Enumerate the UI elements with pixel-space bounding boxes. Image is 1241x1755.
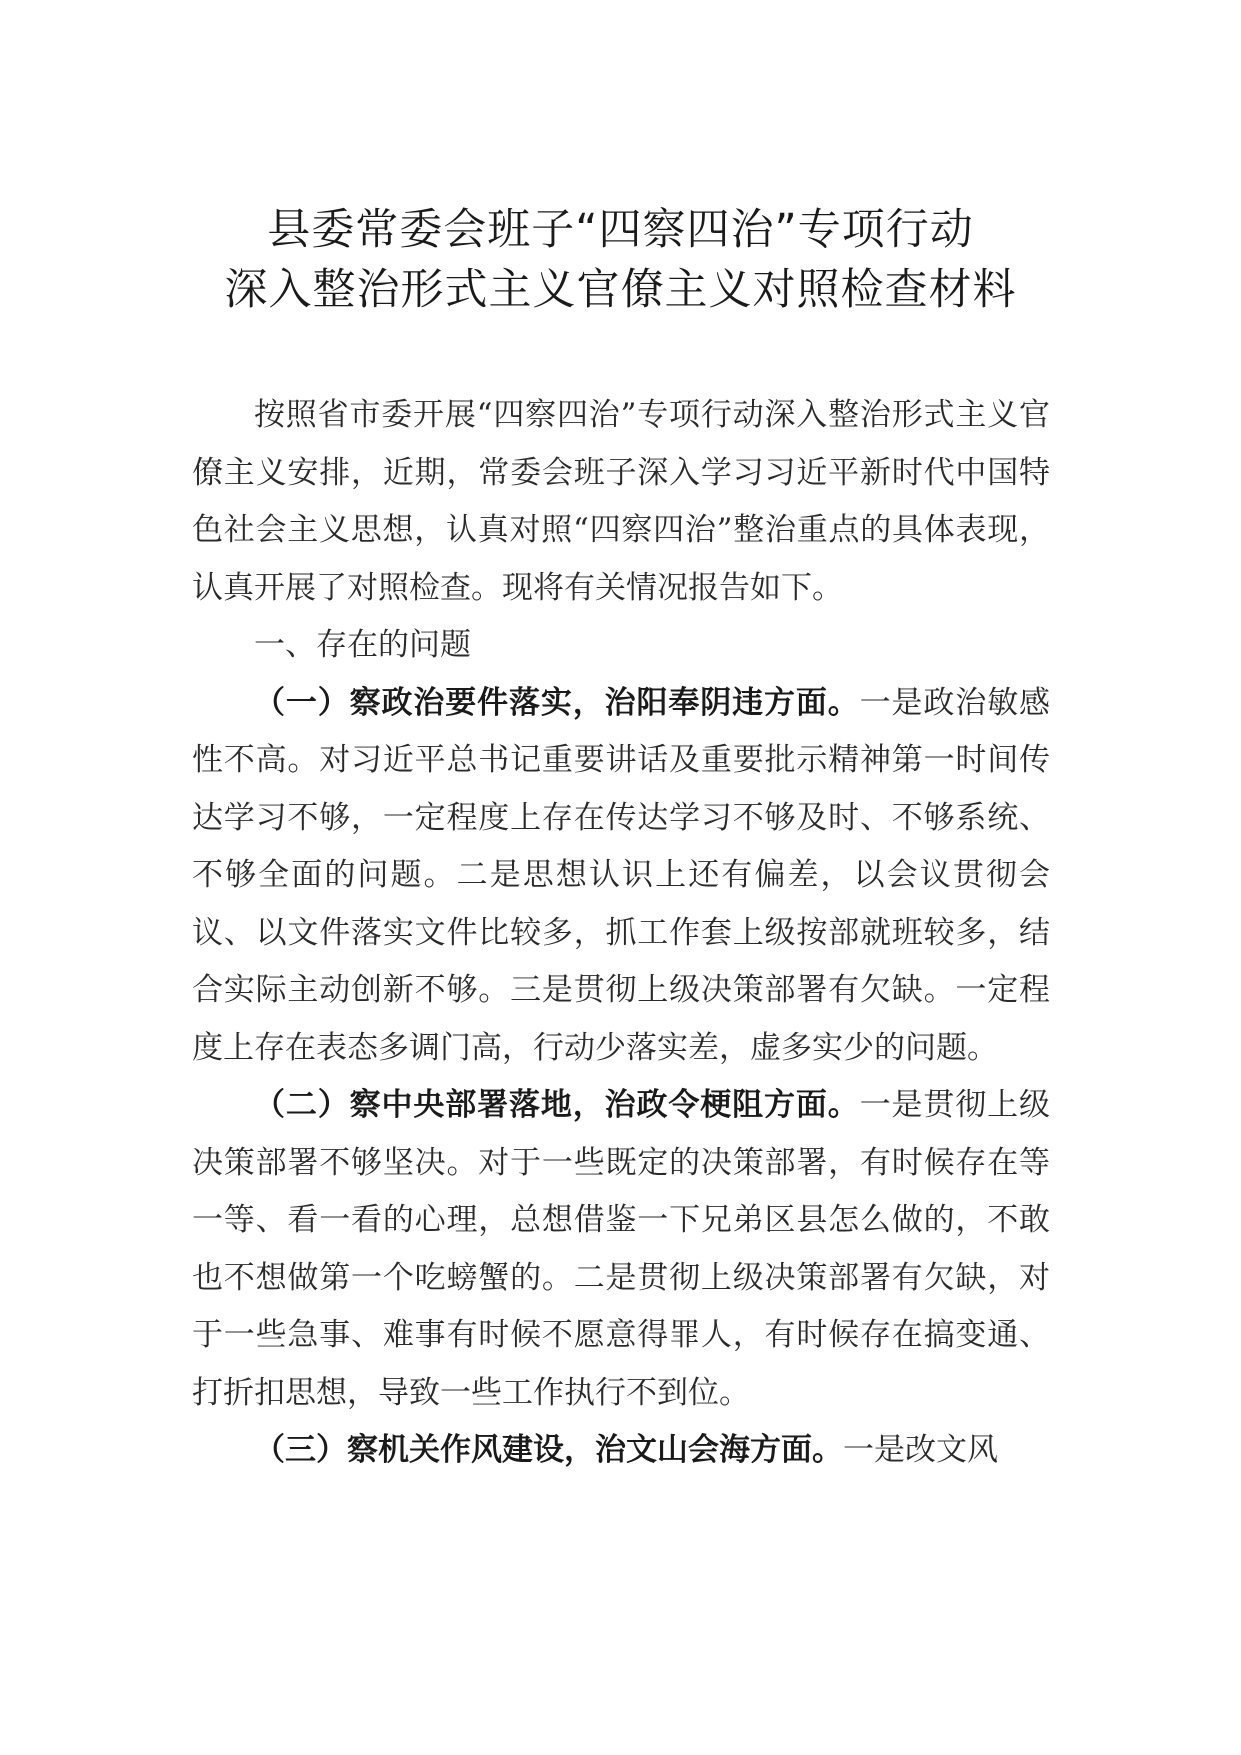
document-title	[0, 200, 1241, 320]
item-paragraph-3	[192, 1422, 1050, 1480]
item-heading-3: （三）察机关作风建设，治文山会海方面。	[254, 1432, 843, 1468]
title-line-2: 深入整治形式主义官僚主义对照检查材料	[224, 265, 1017, 315]
document-body	[192, 387, 1050, 1480]
title-line-1: 县委常委会班子“四察四治”专项行动	[267, 205, 974, 255]
intro-paragraph: 按照省市委开展“四察四治”专项行动深入整治形式主义官僚主义安排，近期，常委会班子深入学习习近平新时代中国特色社会主义思想，认真对照“四察四治”整治重点的具体表现，认真开展了对照检查。现将有关情况报告如下。	[192, 397, 1050, 606]
item-text-1: 一是政治敏感性不高。对习近平总书记重要讲话及重要批示精神第一时间传达学习不够，一定程度上存在传达学习不够及时、不够系统、不够全面的问题。二是思想认识上还有偏差，以会议贯彻会议、以文件落实文件比较多，抓工作套上级按部就班较多，结合实际主动创新不够。三是贯彻上级决策部署有欠缺。一定程度上存在表态多调门高，行动少落实差，虚多实少的问题。	[192, 684, 1050, 1066]
item-heading-2: （二）察中央部署落地，治政令梗阻方面。	[254, 1087, 860, 1123]
item-text-2: 一是贯彻上级决策部署不够坚决。对于一些既定的决策部署，有时候存在等一等、看一看的心理，总想借鉴一下兄弟区县怎么做的，不敢也不想做第一个吃螃蟹的。二是贯彻上级决策部署有欠缺，对于一些急事、难事有时候不愿意得罪人，有时候存在搞变通、打折扣思想，导致一些工作执行不到位。	[192, 1087, 1050, 1411]
section-heading: 一、存在的问题	[254, 627, 471, 663]
item-heading-1: （一）察政治要件落实，治阳奉阴违方面。	[254, 684, 860, 721]
item-paragraph-2	[192, 1077, 1050, 1422]
item-text-3: 一是改文风	[843, 1432, 998, 1468]
item-paragraph-1	[192, 675, 1050, 1078]
